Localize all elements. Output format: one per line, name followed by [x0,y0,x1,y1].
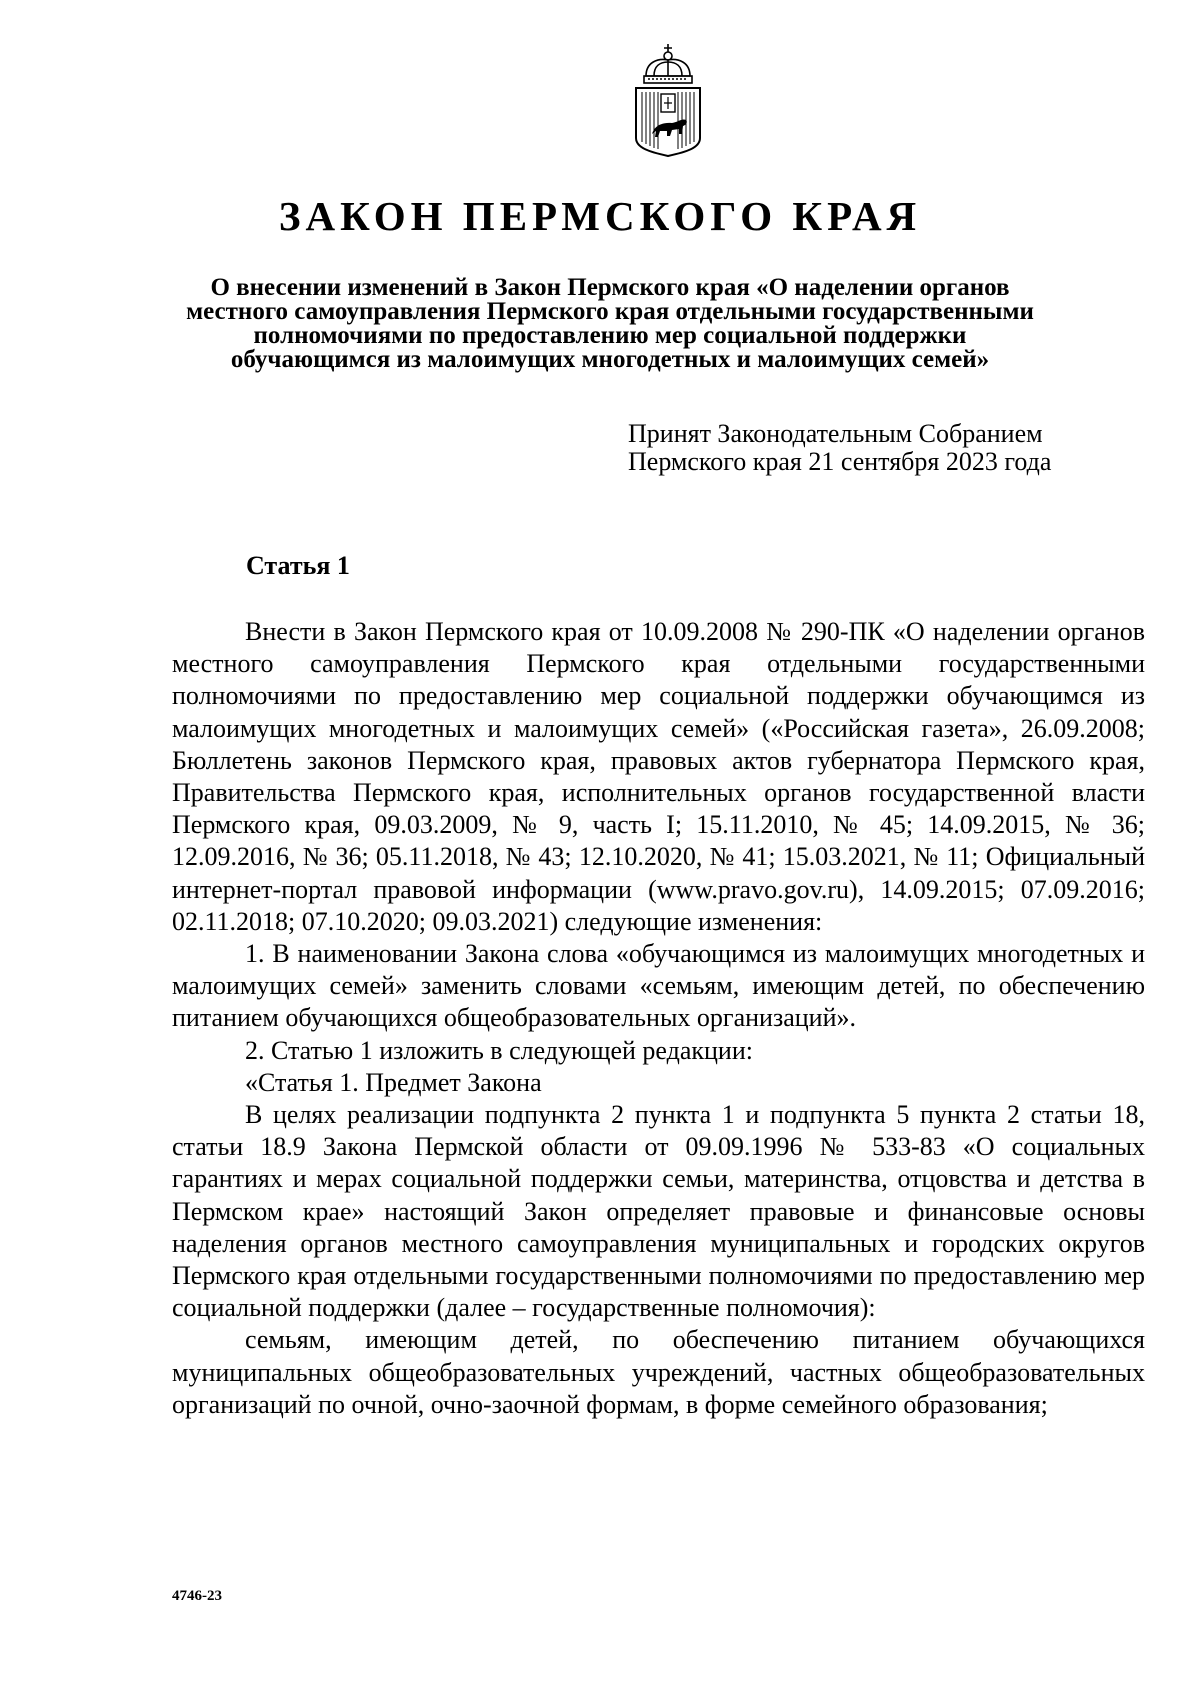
article-paragraph: 1. В наименовании Закона слова «обучающимся из малоимущих многодетных и малоимущих семей» заменить словами «семьям, имеющим детей, по обеспечению питанием обучающихся общеобразовательных организаций». [172,939,1145,1033]
adoption-note [628,420,1128,476]
law-title: ЗАКОН ПЕРМСКОГО КРАЯ [278,193,922,239]
subtitle-line: полномочиями по предоставлению мер социальной поддержки [253,322,967,349]
article-heading: Статья 1 [246,551,350,580]
article-paragraph: Внести в Закон Пермского края от 10.09.2008 № 290-ПК «О наделении органов местного самоуправления Пермского края отдельными государственными полномочиями по предоставлению мер социальной поддержки обучающимся из малоимущих многодетных и малоимущих семей» («Российская газета», 26.09.2008; Бюллетень законов Пермского края, правовых актов губернатора Пермского края, Правительства Пермского края, исполнительных органов государственной власти Пермского края, 09.03.2009, № 9, часть I; 15.11.2010, № 45; 14.09.2015, № 36; 12.09.2016, № 36; 05.11.2018, № 43; 12.10.2020, № 41; 15.03.2021, № 11; Официальный интернет-портал правовой информации (www.pravo.gov.ru), 14.09.2015; 07.09.2016; 02.11.2018; 07.10.2020; 09.03.2021) следующие изменения: [172,617,1145,936]
article-paragraph: семьям, имеющим детей, по обеспечению питанием обучающихся муниципальных общеобразовательных учреждений, частных общеобразовательных организаций по очной, очно-заочной формам, в форме семейного образования; [172,1325,1145,1419]
subtitle-line: О внесении изменений в Закон Пермского края «О наделении органов [210,274,1010,301]
article-body [172,616,1145,1421]
subtitle-line: местного самоуправления Пермского края отдельными государственными [186,298,1034,325]
article-paragraph: В целях реализации подпункта 2 пункта 1 и подпункта 5 пункта 2 статьи 18, статьи 18.9 Закона Пермской области от 09.09.1996 № 533-83 «О социальных гарантиях и мерах социальной поддержки семьи, материнства, отцовства и детства в Пермском крае» настоящий Закон определяет правовые и финансовые основы наделения органов местного самоуправления муниципальных и городских округов Пермского края отдельными государственными полномочиями по предоставлению мер социальной поддержки (далее – государственные полномочия): [172,1100,1145,1323]
coat-of-arms-icon [628,42,708,158]
subtitle-line: обучающимся из малоимущих многодетных и малоимущих семей» [230,346,990,373]
article-paragraph: 2. Статью 1 изложить в следующей редакции: [245,1035,753,1065]
document-number: 4746-23 [172,1588,222,1604]
law-subtitle [160,276,1060,372]
adoption-line: Принят Законодательным Собранием [628,419,1043,448]
adoption-line: Пермского края 21 сентября 2023 года [628,447,1052,476]
article-paragraph: «Статья 1. Предмет Закона [245,1067,542,1097]
